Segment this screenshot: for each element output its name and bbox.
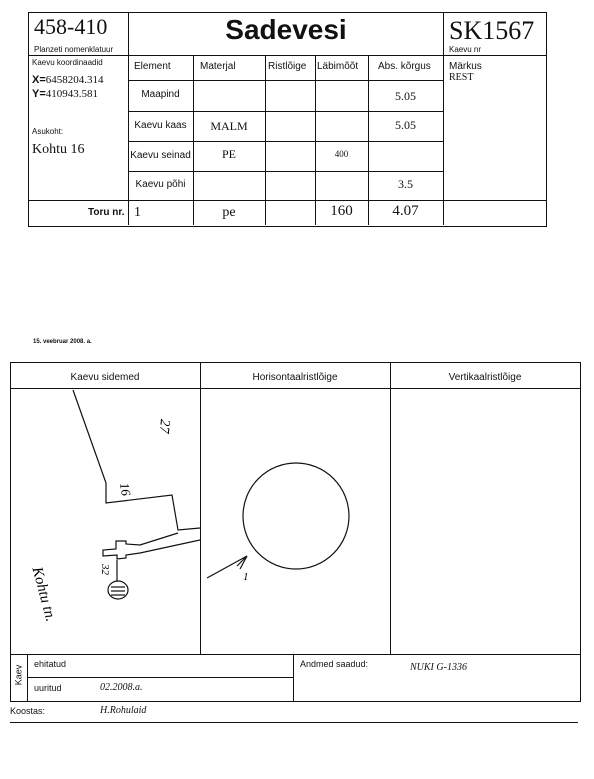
col-title-connections: Kaevu sidemed xyxy=(70,372,140,383)
well-number-label: Kaevu nr xyxy=(449,45,482,54)
coords-label: Kaevu koordinaadid xyxy=(32,58,103,67)
note-27: 27 xyxy=(155,418,172,434)
form-title: Sadevesi xyxy=(225,14,347,45)
compiled-label: Koostas: xyxy=(10,706,46,716)
horizontal-sketch xyxy=(200,388,390,654)
row-height: 5.05 xyxy=(395,118,416,132)
col-header-diameter: Läbimõõt xyxy=(317,61,359,72)
y-label: Y= xyxy=(32,88,46,100)
row-diameter: 400 xyxy=(334,149,349,159)
col-header-remark: Märkus xyxy=(449,61,482,72)
source-value: NUKI G-1336 xyxy=(410,662,467,673)
row-element: Kaevu põhi xyxy=(135,179,186,190)
remark-value: REST xyxy=(449,72,474,83)
row-material: PE xyxy=(221,147,236,161)
compiled-value: H.Rohulaid xyxy=(100,705,147,716)
pipe-row-label: Toru nr. xyxy=(88,207,125,218)
y-value: 410943.581 xyxy=(45,88,99,100)
note-32: 32 xyxy=(99,564,111,575)
surveyed-label: uuritud xyxy=(34,683,62,693)
row-height: 3.5 xyxy=(398,177,413,191)
row-element: Maapind xyxy=(141,89,180,100)
x-value: 6458204.314 xyxy=(45,74,104,86)
surveyed-value: 02.2008.a. xyxy=(100,682,143,693)
row-material: MALM xyxy=(210,119,248,133)
col-header-cross: Ristlõige xyxy=(268,61,307,72)
x-label: X= xyxy=(32,74,46,86)
col-header-material: Materjal xyxy=(200,61,236,72)
note-16: 16 xyxy=(116,481,134,497)
form-date: 15. veebruar 2008. a. xyxy=(33,339,92,345)
well-number-value: SK1567 xyxy=(449,16,535,45)
source-label: Andmed saadud: xyxy=(300,659,369,669)
street-label: Kohtu tn. xyxy=(28,565,59,624)
pipe-diameter: 160 xyxy=(330,203,353,219)
address-value: Kohtu 16 xyxy=(32,142,85,157)
pipe-material: pe xyxy=(222,205,236,220)
pipe-height: 4.07 xyxy=(392,203,419,219)
col-header-height: Abs. kõrgus xyxy=(378,61,431,72)
row-height: 5.05 xyxy=(395,89,416,103)
nomenclature-value: 458-410 xyxy=(34,14,108,39)
row-element: Kaevu seinad xyxy=(130,150,191,161)
y-coordinate xyxy=(32,88,98,100)
nomenclature-label: Planzeti nomenklatuur xyxy=(34,45,114,54)
pipe-number: 1 xyxy=(134,205,141,220)
x-coordinate xyxy=(32,74,104,86)
pipe-label: 1 xyxy=(243,571,249,583)
address-label: Asukoht: xyxy=(32,127,64,136)
side-label-kaev: Kaev xyxy=(13,664,24,686)
col-title-horizontal: Horisontaalristlõige xyxy=(252,372,338,383)
row-element: Kaevu kaas xyxy=(134,120,187,131)
built-label: ehitatud xyxy=(34,659,67,669)
col-header-element: Element xyxy=(134,61,171,72)
connections-sketch xyxy=(0,380,200,655)
col-title-vertical: Vertikaalristlõige xyxy=(448,372,522,383)
